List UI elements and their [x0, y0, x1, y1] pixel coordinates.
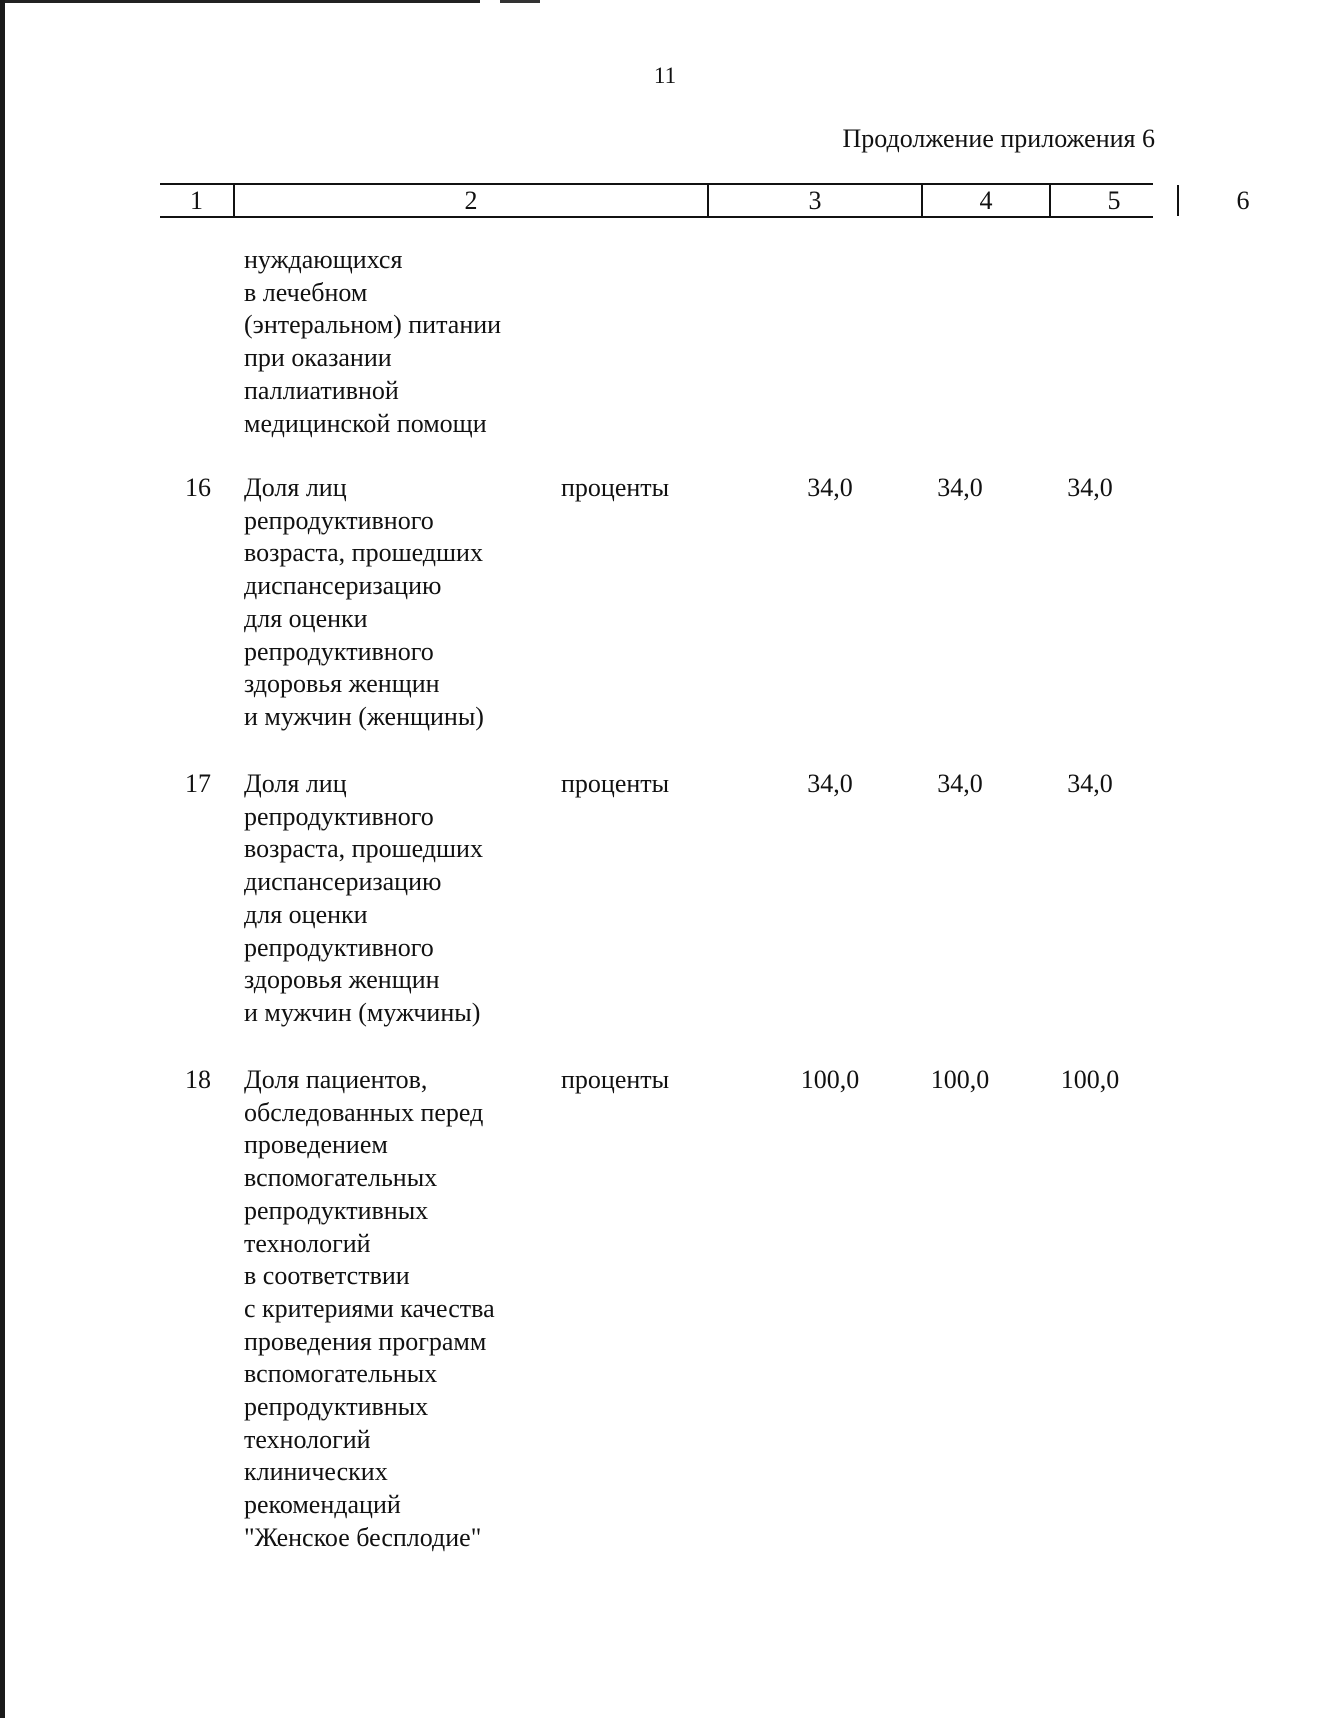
indicator-cell: Доля лиц репродуктивного возраста, прошедших диспансеризацию для оценки репродуктивного здоровья женщин и мужчин (мужчины) [244, 769, 483, 1027]
value-col-4: 34,0 [807, 473, 853, 502]
table-header-row [160, 183, 1250, 218]
value-col-6: 34,0 [1067, 769, 1113, 798]
value-col-4: 34,0 [807, 769, 853, 798]
header-col-4: 4 [979, 186, 993, 215]
appendix-title: Продолжение приложения 6 [842, 124, 1155, 153]
indicator-cell: Доля пациентов, обследованных перед проведением вспомогательных репродуктивных технологий в соответствии с критериями качества проведения программ вспомогательных репродуктивных технологий клинических рекомендаций "Женское бесплодие" [244, 1065, 495, 1552]
row-number: 18 [185, 1065, 211, 1094]
value-col-4: 100,0 [800, 1065, 860, 1094]
header-col-1: 1 [190, 186, 203, 215]
value-col-5: 34,0 [937, 769, 983, 798]
row-number: 16 [185, 473, 211, 502]
page-number: 11 [653, 63, 677, 88]
indicator-cell: нуждающихся в лечебном (энтеральном) питании при оказании паллиативной медицинской помощи [244, 245, 502, 438]
unit-cell: проценты [561, 473, 670, 502]
value-col-5: 34,0 [937, 473, 983, 502]
value-col-6: 34,0 [1067, 473, 1113, 502]
unit-cell: проценты [561, 1065, 670, 1094]
scan-edge-left [0, 0, 5, 1718]
header-col-5: 5 [1107, 186, 1121, 215]
value-col-6: 100,0 [1060, 1065, 1120, 1094]
value-col-5: 100,0 [930, 1065, 990, 1094]
unit-cell: проценты [561, 769, 670, 798]
scan-edge-top [0, 0, 1200, 3]
header-col-3: 3 [808, 186, 822, 215]
row-number: 17 [185, 769, 211, 798]
header-col-2: 2 [464, 186, 478, 215]
indicator-cell: Доля лиц репродуктивного возраста, прошедших диспансеризацию для оценки репродуктивного здоровья женщин и мужчин (женщины) [244, 473, 484, 731]
header-col-6: 6 [1236, 186, 1250, 215]
